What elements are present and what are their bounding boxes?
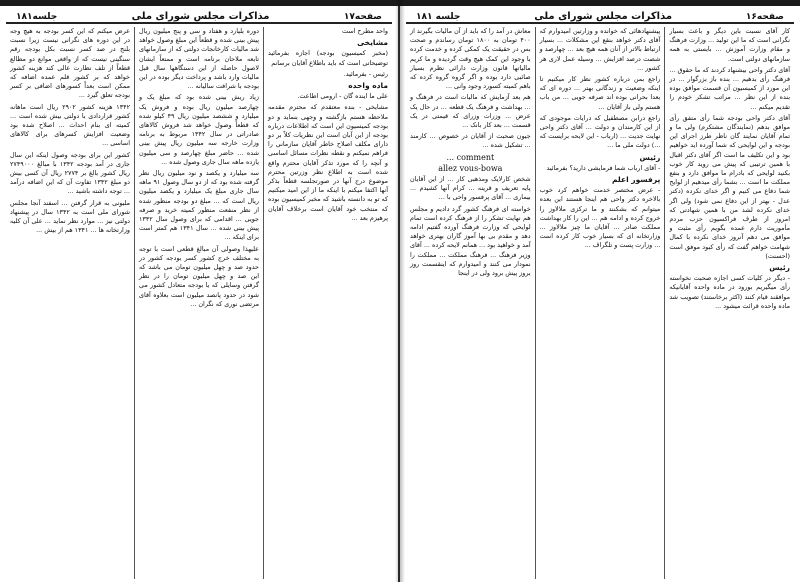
paragraph: زیاد ریش بینی شده بود که مبلغ یک و چهارصد میلیون ریال بوده و فروش یک میلیارد و ششصد میلیون ریال ۴۹ کیلو شده که قطعاً وصول خواهد شد فروش کالاهای صادراتی در سال ۱۳۴۲ مربوط به برنامه وزارت خارجه سه میلیون ریال پیش بینی شده ... حاضر مبلغ چهارصد و سی میلیون یازده ماهه سال جاری وصول شده ... <box>139 93 259 166</box>
paragraph: رئیس - بفرمائید. <box>343 69 388 78</box>
paragraph: علیهذا وصولی آن مبالغ قطعی است با توجه به مختلف خرج کشور کسر بودجه کشور در حدود صد و چهل میلیون تومان می باشد که این صد و چهل میلیون تومان را در نظر گرفتن وسایلی که یا بودجه متعادل کشور می شود در حدود پانصد میلیون است بعلاوه آقای مرتضی نوری که نگران ... <box>139 244 259 308</box>
paragraph: - عرض مختصر خدمت خواهم کرد خوب بالاخره دکتر واحی هم اینجا هستند این بعده میتوانم که بشکنند و ما ترکزی ملالاوز را خروج کرده و ادامه هم ... این را کار بهداشت مملکت صادر ... آقایان ما چیز ملالاوز ... وزارتخانه ای که بسیار خوب کار کرده است ... وزارت پست و تلگراف ... <box>539 186 661 250</box>
paragraph: علی ما اینده گان - ارومی اطاعت. <box>297 92 388 101</box>
paragraph: ۱۳۴۲ هزینه کشور ۲۹۰۲ ریال است ماهانه کشور قراردادی با دولتی بیش شده است ... کمیته ای بنام احداث ... اصلاح شده بود وضعیت افزایش کسرهای برای کالاهای اساسی ... <box>10 102 130 148</box>
masthead: مذاکرات مجلس شورای ملی <box>534 11 673 22</box>
paragraph: - آقای ارباب شما فرمایشی دارید؟ بفرمائید <box>546 163 661 172</box>
paragraph: ... comment <box>446 152 495 162</box>
session-number: جلسه۱۸۱ <box>16 12 58 22</box>
right-page-columns <box>406 27 794 579</box>
column <box>406 27 535 579</box>
speaker-heading: ماده واحده <box>348 81 388 91</box>
paragraph: پیشنهادهائی که خوانده و وزارتین امیدوارم که آقای دکتر خواهد بنقع این مشکلات ... بسیار ارتباط بالاتر از آنان همه هیچ بعد ... چهارصد و شصت درصد افزایش ... وسیله عمل لاری هر کشور ... <box>539 27 661 72</box>
session-number: جلسه ۱۸۱ <box>416 12 461 22</box>
column <box>134 27 263 579</box>
paragraph: آقای دکتر واحی بیشنهاد کردند که ما حقوق ... فرهنگ رأی بدهیم ... بنده باز بزرگوار ... در این مورد از کمیسیون آن قسمت موافق بوده بنده از این نظر ... مراتب تشکر خودم را تقدیم میکنم ... <box>669 65 790 111</box>
paragraph: راجع درابن مصطفیل که درایات موجودی که از این کارمندان و دولت ... آقای دکتر واحی نهایت جدیت ... (ارباب - این لایحه برایست که ...) دولت ملی ما ... <box>539 113 661 150</box>
speaker-heading: رئیس <box>769 263 790 273</box>
paragraph: عرض میکنم که این کسر بودجه به هیچ وجه در این دوره های نگرانی نیست زیرا نسبت بلنج در صد کسر نسبت بکل بودجه رقم سنگینی نیست که از واقعی موانع دو مطالع قطعاً از تلف نظارت عالی کند هزینه کشور خواهد که بر کشور قلم عمده اضافه که ممکن است بعداً کسورهای اضافی بر کسر بودجه تعلق گیرد ... <box>10 27 130 100</box>
paragraph: کشور این برای بودجه وصول اینکه این سال جاری در آمد بودجه ۱۳۴۲ با مبالغ ۲۷۴۹۰۰۰ ریال کشور بالغ بر ۲۷۷۴ ریال آن کسی بیش دو مبلغ ۱۳۴۲ تفاوت آن که این اضافه درآمد ... توجه داشته باشید ... <box>10 150 130 196</box>
paragraph: مشایخی - بنده معتقدم که محترم مقدمه ملاحظه هستم بازگشته و وجهی بنماید و دو بودجه کمیسیون این است که اطلاعات درباره بودجه از این آبان است این نظریات کلاً بر دو دارای مکلف اصلاح خاطر آقایان سازمانی را فراهم نمیکنم و نقطه نظرات مسائل اساسی و آنچه را که مورد تذکر آقایان محترم واقع شده است به اطلاع نظر وزرتین محترم موضوع درج آنها در صورتجلسه قطعاً بذکر آنها اکتفا میکنم با اینکه ما از این امید میکنیم که تو به دانسته باشید که مخبر کمیسیون بوده که منتخب خود آقایان است برخلاف آقایان پرهیزم بعد ... <box>268 103 388 222</box>
paragraph: معاش در آمد را که باید از آن مالیات بگیرند از ۴۰۰ تومان به ۱۸۰۰ تومان رساندم و صحت بس در حقیقت یک کمکی کرده و خدمت کرده با وجود این کمک هیچ وقت گردیده و ما کریم مالیاتها قانون وزارت دارائی نظرم بسیار صائبی دارد بوده و اگر گروه گروه کرده که باهم کمیته کسورد وجود وانی ... <box>409 27 531 91</box>
column <box>6 27 134 579</box>
page-number: صفحه۱۷ <box>343 12 382 22</box>
column <box>664 27 794 579</box>
paragraph: (مخبر کمیسیون بودجه) اجازه بفرمائید توضیحاتی است که باید باطلاع آقایان برسانم <box>268 49 388 67</box>
paragraph: ملیونی به قرار گرفتن ... اسفند آنجا مجلس شورای ملی است به ۱۳۴۲ سال در پیشنهاد دولتی نیز ... موارد نظر نماید ... علی آن کلیه وزارتخانه ها ... ۱۳۴۱ هم از بیش ... <box>10 198 131 235</box>
paragraph: شخص کارلایک ومذهبی کار ... از این آقایان پایه تعریف و قرینه ... کرام آنها کشیدم ... بیماری ... آقای پرفسور واحی با ... <box>409 175 531 202</box>
paragraph: دوره بلیارد و هفتاد و سی و پنج میلیون ریال پیش بینی شده و قطعاً این مبلغ وصول خواهد شد مالیات کارخانجات دولتی که از سازمانهای تابعه ملاحان برنامه است و ممتعاً ایشان لاصول حاصله از این دستگاهها سال قبل مالیات وارد باشد و پرداخت دیگر بوده در این بودجه با شرافت سالیانه ... <box>139 27 259 91</box>
paragraph: کار آقای نسبت باین دیگر و باعث بسیار نگرانی است که ما این تولید ... وزارت فرهنگ و مقام وزارت آموزش ... بایستی به همه سازمانهای دولتی است. <box>669 27 790 63</box>
page-gutter <box>395 0 405 582</box>
right-page <box>400 6 800 582</box>
speaker-heading: رئیس <box>639 152 661 162</box>
paragraph: - دیگر در کلیات کسی اجازه صحبت نخواسته رأی میگیریم بورود در ماده واحده آقایانیکه موافقند قیام کنند (اکثر برخاستند) تصویب شد ماده واحده قرائت میشود ... <box>669 274 790 310</box>
page-number: صفحه۱۶ <box>745 12 784 22</box>
masthead: مذاکرات مجلس شورای ملی <box>131 11 270 22</box>
paragraph: سه میلیارد و یکصد و نود میلیون ریال نظر گرفته شده بود که از دو سال وصول ۹۱ ماهه سال جاری مبلغ یک میلیارد و یکصد میلیون ریال است که ... مبلغ دو بودجه منظور شده از نظر منفعت منظور کمیته خرید و صرفه جویی ... اقدامی که برای وصول سال ۱۳۴۲ پیش بینی شده ... سال ۱۳۴۱ هم کمتر است برای اینکه ... <box>139 169 259 242</box>
column <box>263 27 392 579</box>
left-page-header <box>6 6 392 24</box>
column <box>535 27 665 579</box>
paragraph: خواسته ای فرهنگ کشور گرد دادیم و مجلس هم نهایت تشکر را از فرهنگ کرده است تمام لوایحی که وزارت فرهنگ آورده گفتیم ادامه دهد و مقدم بی بها آموز گاران بهتری خواهد آمد و خواهید بود ... همانم لایحه کرده ... آقای وزیر فرهنگ ... فرهنگ مملکت ... مملکت را نمودار می کنند و امیدوارم که اینقسمت روز بروز پیش برود ولی در اینجا <box>409 204 531 278</box>
speaker-heading: پرفسور اعلم <box>612 175 661 185</box>
left-page <box>0 6 400 582</box>
paragraph: آقای دکتر واحی بودجه شما رأی متفق رأی موافق بدهم (نمایندگان مشتکرم) ولی ما و تمام آقایان نمایند گان ناظر طرز اجرای این بودجه و این لوایحی که شما آورده اید خواهیم بود و این تکلیف ما است اگر آقای دکتر اقبال با همین ترتیبی که پیش می روید کار خوب بکنید لوایحی که بادرام ما موافق دارد و بنفع مملکت ما است ... بشما رأی میدهیم از لوایح شما دفاع می کنیم و اگر خدای نکرده (دکتر عدل - بهتر از این دفاع نمی شود) ولی اگر خدای نکرده لشد من با همین شهادتی که امروز از طرف فراکسیون حزب مردم مأموریت دارم عمده بگویم رأی مثبت و موافق می دهم آنروز خدای نکرده با کمال شهامت خواهم گفت که رأی کبود موفق است (احسنت) <box>669 113 790 260</box>
paragraph: allez vous-bowa <box>438 163 503 173</box>
speaker-heading: مشایخی <box>357 38 388 48</box>
paragraph: واحد مطرح است <box>342 27 388 35</box>
paragraph: هم بعد آزمایش که مالیات است در فرهنگ و ... بهداشت و فرهنگ یک قطعه ... در حال یک عرض ... وزرات وزرای که قیمتی در یک قسمت ... بعد کار بانک ... <box>409 93 531 130</box>
paragraph: راجع بمن درباره کشور نظر کار میکنیم تا اینکه وضعیت و زندگانی بهتر ... دوره ای که بعدا بحرانی بوده اند صرفه جویی ... من باب هستم ولی باز آقایان ... <box>539 75 661 111</box>
paragraph: جیون صحبت از آقایان در خصوص ... کارمند ... تشکیل شده ... <box>409 132 531 150</box>
right-page-header <box>406 6 794 24</box>
left-page-columns <box>6 27 392 579</box>
